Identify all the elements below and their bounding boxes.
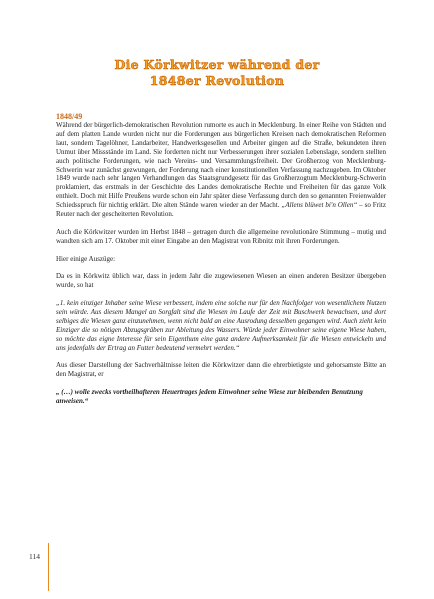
chapter-title	[0, 57, 434, 89]
paragraph-meadows: Da es in Körkwitz üblich war, dass in jedem Jahr die zugewiesenen Wiesen an einen anderen Besitzer übergeben wurde, so hat	[56, 272, 386, 290]
page-number: 114	[29, 552, 40, 561]
chapter-title-line-1: Die Körkwitzer während der	[114, 57, 320, 72]
section-heading: 1848/49	[56, 112, 83, 121]
paragraph-conclusion: Aus dieser Darstellung der Sachverhältnisse leiten die Körkwitzer dann die ehrerbietigste und gehorsamste Bitte an den Magistrat, er	[56, 361, 386, 379]
page-number-bar	[48, 543, 49, 591]
paragraph-revolution	[56, 121, 386, 219]
petition-quote: „1. kein einziger Inhaber seine Wiese verbessert, indem eine solche nur für den Nachfolger von wesentlichem Nutzen sein würde. Aus diesem Mangel an Sorgfalt sind die Wiesen im Laufe der Zeit mit Buschwerk bewachsen, und dort selbiges die Wiesen ganz einzunehmen, wenn nicht bald an eine Ausrodung desselben gegangen wird. Auch zieht kein Einziger die so nötigen Abzugsgräben zur Ableitung des Wassers. Würde jeder Einwohner seine eigene Wiese haben, so möchte das eigne Interesse für sein Eigenthum eine ganz andere Aufmerksamkeit für die Wiesen entwickeln und uns jedenfalls der Ertrag an Futter bedeutend vermehrt werden.“	[56, 299, 386, 352]
body-text	[56, 112, 386, 415]
paragraph-revolution-text: Während der bürgerlich-demokratischen Revolution rumorte es auch in Mecklenburg. In einer Reihe von Städten und auf dem platten Lande wurden nicht nur die Forderungen aus bürgerlichen Kreisen nach demokratischen Reformen laut, sondern Tagelöhner, Landarbeiter, Handwerksgesellen und Arbeiter gingen auf die Straße, bekundeten ihren Unmut über Missstände im Land. Sie forderten nicht nur Verbesserungen ihrer sozialen Lebenslage, sondern stellten auch politische Forderungen, wie nach Vereins- und Versammlungsfreiheit. Der Großherzog von Mecklenburg-Schwerin war zunächst gezwungen, der Forderung nach einer konstitutionellen Verfassung nachzugeben. Im Oktober 1849 wurde nach sehr langen Verhandlungen das Staatsgrundgesetz für das Großherzogtum Mecklenburg-Schwerin proklamiert, das erstmals in der Geschichte des Landes demokratische Rechte und Freiheiten für das ganze Volk enthielt. Doch mit Hilfe Preußens wurde schon ein Jahr später diese Verfassung durch den so genannten Freienwalder Schiedsspruch für nichtig erklärt. Die alten Stände waren wieder an der Macht.	[56, 121, 386, 210]
chapter-title-line-2: 1848er Revolution	[149, 73, 285, 88]
reuter-quote: „Allens blüwet bi'n Ollen“	[281, 201, 358, 210]
paragraph-excerpts-intro: Hier einige Auszüge:	[56, 254, 116, 263]
paragraph-koerkwitz: Auch die Körkwitzer wurden im Herbst 1848 – getragen durch die allgemeine revolutionäre Stimmung – mutig und wandten sich am 17. Oktober mit einer Eingabe an den Magistrat von Ribnitz mit ihren Forderungen.	[56, 227, 386, 245]
petition-request: „ (…) wolle zwecks vortheilhafteren Heuertrages jedem Einwohner seine Wiese zur bleibenden Benutzung anweisen.“	[56, 388, 363, 405]
paragraph-revolution-tail: – so Fritz Reuter nach der gescheiterten Revolution.	[56, 201, 386, 219]
